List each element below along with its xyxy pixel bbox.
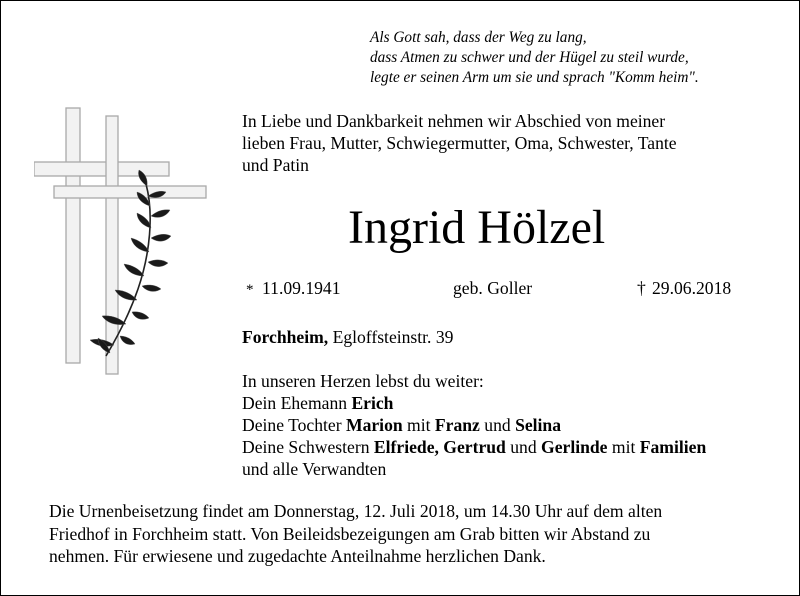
deceased-name: Ingrid Hölzel: [348, 201, 606, 254]
mourners-line: [242, 414, 706, 436]
mourners: [242, 370, 706, 480]
mourner-text: und: [479, 415, 516, 435]
mourners-line: [242, 392, 706, 414]
mourner-text: Deine Tochter: [242, 415, 346, 435]
footer-line: nehmen. Für erwiesene und zugedachte Anteilnahme herzlichen Dank.: [49, 546, 546, 566]
funeral-info: [49, 500, 662, 568]
mourner-text: mit: [607, 437, 640, 457]
life-dates: [242, 277, 752, 299]
mourner-name: Selina: [515, 415, 562, 435]
mourner-name: Familien: [639, 437, 707, 457]
cross-with-branch-icon: [34, 104, 214, 384]
death-symbol: †: [637, 278, 646, 298]
mourners-line: und alle Verwandten: [242, 459, 387, 479]
address: [242, 326, 453, 348]
intro-line: In Liebe und Dankbarkeit nehmen wir Abschied von meiner: [242, 111, 666, 131]
quote-line: dass Atmen zu schwer und der Hügel zu steil wurde,: [370, 49, 689, 66]
address-street: Egloffsteinstr. 39: [332, 327, 454, 347]
mourner-name: Erich: [351, 393, 394, 413]
mourner-name: Gerlinde: [541, 437, 608, 457]
mourner-text: Dein Ehemann: [242, 393, 352, 413]
mourners-line: [242, 436, 706, 458]
mourner-name: Franz: [434, 415, 480, 435]
birth-symbol: *: [246, 282, 254, 298]
quote-line: Als Gott sah, dass der Weg zu lang,: [370, 29, 587, 46]
mourner-name: Elfriede, Gertrud: [373, 437, 506, 457]
intro-text: [242, 110, 677, 176]
mourners-line: In unseren Herzen lebst du weiter:: [242, 371, 484, 391]
quote: [370, 28, 699, 88]
intro-line: und Patin: [242, 155, 309, 175]
birth-date: 11.09.1941: [262, 278, 341, 298]
mourner-text: mit: [402, 415, 435, 435]
intro-line: lieben Frau, Mutter, Schwiegermutter, Oma, Schwester, Tante: [242, 133, 677, 153]
footer-line: Die Urnenbeisetzung findet am Donnerstag, 12. Juli 2018, um 14.30 Uhr auf dem alten: [49, 501, 663, 521]
address-city: Forchheim,: [242, 327, 329, 347]
quote-line: legte er seinen Arm um sie und sprach "Komm heim".: [370, 69, 699, 86]
death-date: 29.06.2018: [652, 278, 732, 298]
mourner-text: Deine Schwestern: [242, 437, 374, 457]
mourner-text: und: [505, 437, 542, 457]
maiden-name: geb. Goller: [453, 278, 533, 298]
mourner-name: Marion: [345, 415, 403, 435]
footer-line: Friedhof in Forchheim statt. Von Beileidsbezeigungen am Grab bitten wir Abstand zu: [49, 523, 651, 544]
